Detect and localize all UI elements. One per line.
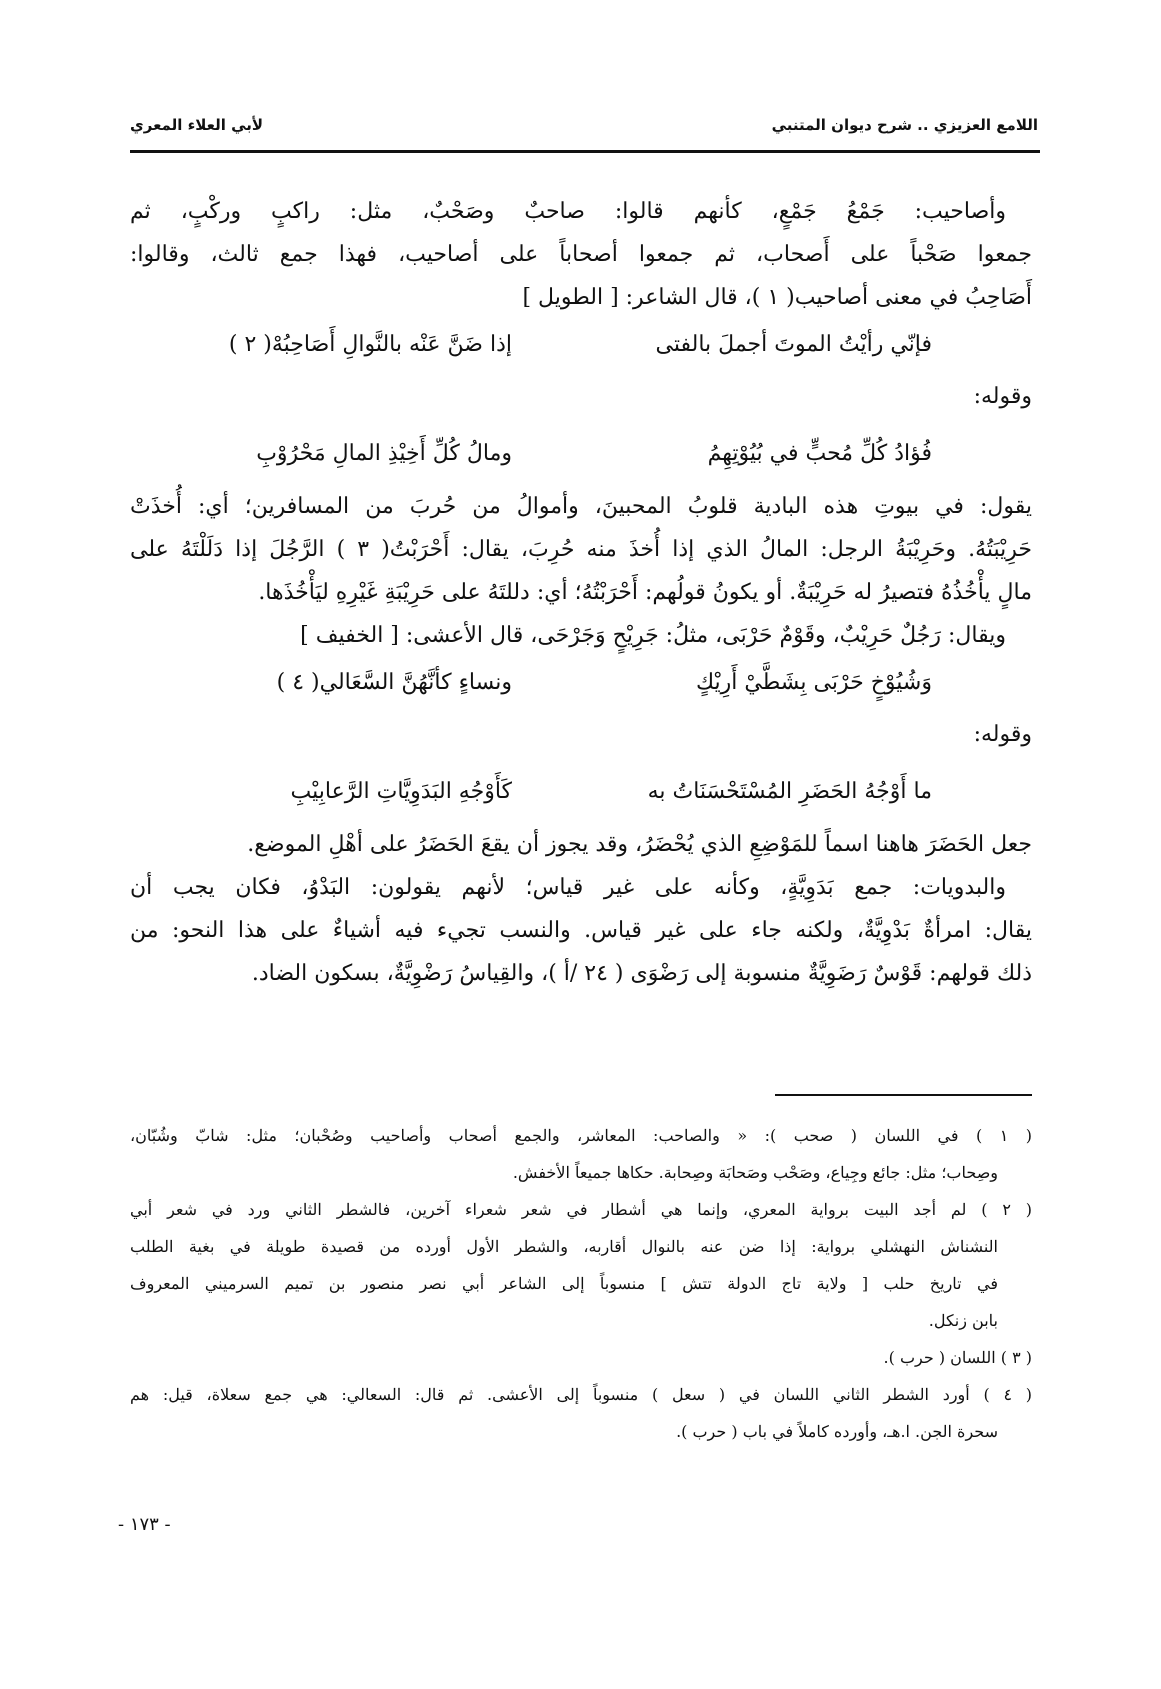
author-name: لأبي العلاء المعري: [130, 116, 264, 134]
verse: [130, 761, 1032, 823]
text-line: يقال: امرأةٌ بَدْوِيَّةٌ، ولكنه جاء على غير قياس. والنسب تجيء فيه أشياءٌ على هذا النحو: من: [130, 918, 1032, 943]
verse-first-hemistich: ما أَوْجُهُ الحَضَرِ المُسْتَحْسَنَاتُ به: [647, 779, 932, 804]
verse-first-hemistich: وَشُيُوْخٍ حَرْبَى بِشَطَّيْ أَرِيْكٍ: [696, 670, 932, 695]
footnote-rule: [775, 1094, 1032, 1096]
footnote-line: النشناش النهشلي برواية: إذا ضن عنه بالنوال أقاربه، والشطر الأول أورده من قصيدة طويلة في بغية الطلب: [130, 1237, 998, 1256]
header-rule: [130, 150, 1040, 153]
footnote-line: ( ٣ ) اللسان ( حرب ).: [883, 1348, 1032, 1367]
text-line: مالٍ يأْخُذُهُ فتصيرُ له حَرِيْبَةٌ. أو يكونُ قولُهم: أَحْرَبْتُهُ؛ أي: دللتَهُ على حَرِيْبَةِ غَيْرِهِ ليَأْخُذَها.: [258, 580, 1032, 605]
verse-first-hemistich: فإنّي رأيْتُ الموتَ أجملَ بالفتى: [655, 332, 932, 357]
footnote-line: ( ١ ) في اللسان ( صحب ): « والصاحب: المعاشر، والجمع أصحاب وأصاحيب وصُحْبان؛ مثل: شابّ وشُبّان،: [130, 1126, 1032, 1145]
verse-first-hemistich: فُؤادُ كُلِّ مُحبٍّ في بُيُوْتِهِمُ: [707, 441, 932, 466]
verse-second-hemistich: ونساءٍ كأنَّهُنَّ السَّعَالي( ٤ ): [276, 670, 512, 695]
footnote-line: سحرة الجن. ا.هـ، وأورده كاملاً في باب ( حرب ).: [676, 1422, 998, 1441]
text-line: ذلك قولهم: قَوْسٌ رَضَوِيَّةٌ منسوبة إلى رَضْوَى ( ٢٤ /أ )، والقِياسُ رَضْوِيَّةٌ، بسكون الضاد.: [251, 961, 1032, 986]
footnote-line: وصِحاب؛ مثل: جائع وجِياع، وصَحْب وصَحابَة وصِحابة. حكاها جميعاً الأخفش.: [512, 1163, 998, 1182]
footnote-line: بابن زنكل.: [928, 1311, 998, 1330]
verse-second-hemistich: إذا ضَنَّ عَنْه بالنَّوالِ أَصَاحِبُهْ( ٢ ): [228, 332, 512, 357]
text-line: جمعوا صَحْباً على أَصحاب، ثم جمعوا أصحاباً على أصاحيب، فهذا جمع ثالث، وقالوا:: [130, 242, 1032, 267]
text-line: جعل الحَضَرَ هاهنا اسماً للمَوْضِعِ الذي يُحْضَرُ، وقد يجوز أن يقعَ الحَضَرُ على أهْلِ الموضع.: [247, 832, 1032, 857]
text-line: والبدويات: جمع بَدَوِيَّةٍ، وكأنه على غير قياس؛ لأنهم يقولون: البَدْوُ، فكان يجب أن: [130, 875, 1006, 900]
book-title: اللامع العزيزي .. شرح ديوان المتنبي: [771, 116, 1038, 134]
verse: [130, 423, 1032, 485]
text-line: وأصاحيب: جَمْعُ جَمْعٍ، كأنهم قالوا: صاحبٌ وصَحْبٌ، مثل: راكبٍ وركْبٍ، ثم: [130, 199, 1006, 224]
main-text: [130, 190, 1032, 995]
text-line: أَصَاحِبُ في معنى أصاحيب( ١ )، قال الشاعر: [ الطويل ]: [522, 285, 1032, 310]
footnote-line: ( ٢ ) لم أجد البيت برواية المعري، وإنما هي أشطار في شعر شعراء آخرين، فالشطر الثاني ورد في شعر أبي: [130, 1200, 1033, 1219]
text-line: ويقال: رَجُلٌ حَرِيْبٌ، وقَوْمٌ حَرْبَى، مثلُ: جَرِيْحٍ وَجَرْحَى، قال الأعشى: [ الخفيف ]: [300, 623, 1006, 648]
text-line: حَرِيْبَتُهُ. وحَرِيْبَةُ الرجل: المالُ الذي إذا أُخذَ منه حُرِبَ، يقال: أَحْرَبْتُ( ٣ ) الرَّجُلَ إذا دَلَلْتَهُ على: [130, 537, 1033, 562]
text-line: يقول: في بيوتِ هذه البادية قلوبُ المحبينَ، وأموالُ من حُربَ من المسافرين؛ أي: أُخذَتْ: [130, 494, 1032, 519]
verse: [130, 657, 1032, 709]
footnotes: [130, 1117, 1032, 1450]
footnote-line: ( ٤ ) أورد الشطر الثاني اللسان في ( سعل ) منسوباً إلى الأعشى. ثم قال: السعالي: هي جمع سعلاة، قيل: هم: [130, 1385, 1033, 1404]
running-header: [130, 112, 1038, 142]
verse-second-hemistich: كَأَوْجُهِ البَدَوِيَّاتِ الرَّعابِيْبِ: [290, 779, 512, 804]
quote-intro: وقوله:: [973, 384, 1032, 409]
verse: [130, 319, 1032, 371]
verse-second-hemistich: ومالُ كُلِّ أَخِيْذِ المالِ مَحْرُوْبِ: [256, 441, 512, 466]
quote-intro: وقوله:: [973, 722, 1032, 747]
page-number: - ١٧٣ -: [118, 1514, 171, 1535]
footnote-line: في تاريخ حلب [ ولاية تاج الدولة تتش ] منسوباً إلى الشاعر أبي نصر منصور بن تميم السرميني المعروف: [130, 1274, 998, 1293]
